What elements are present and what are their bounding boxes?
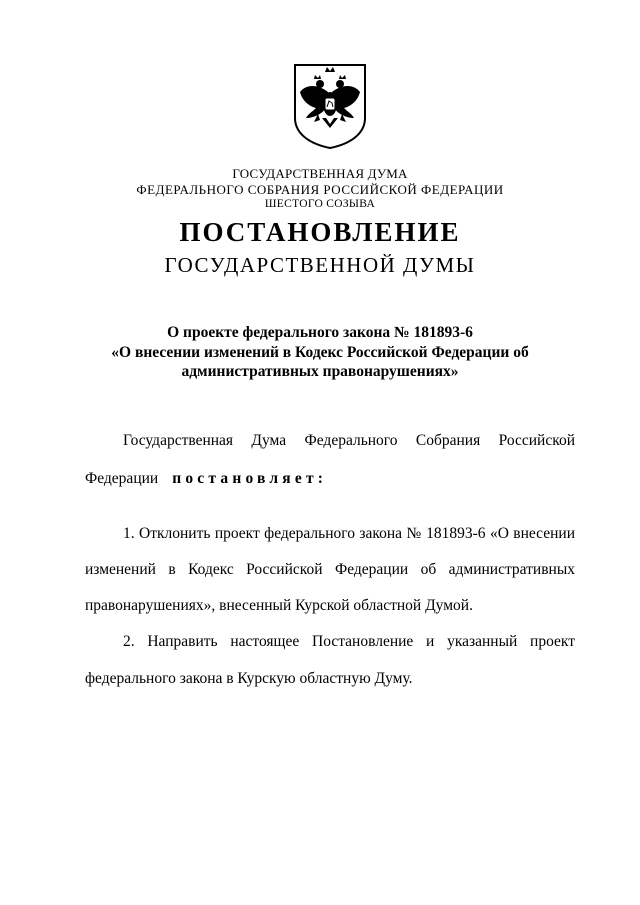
document-type-title: ПОСТАНОВЛЕНИЕ (179, 217, 461, 247)
item-1-line-2: изменений в Кодекс Российской Федерации об административных (85, 561, 575, 578)
intro-text: Федерации (85, 470, 159, 487)
org-name-line-2: ФЕДЕРАЛЬНОГО СОБРАНИЯ РОССИЙСКОЙ ФЕДЕРАЦИИ (136, 182, 504, 197)
item-2-line-1: 2. Направить настоящее Постановление и указанный проект (123, 633, 575, 650)
subject-line-1: О проекте федерального закона № 181893-6 (167, 324, 473, 341)
item-1-line-3: правонарушениях», внесенный Курской областной Думой. (85, 597, 473, 614)
item-2-line-2: федерального закона в Курскую областную Думу. (85, 670, 413, 687)
intro-line-1: Государственная Дума Федерального Собрания Российской (123, 432, 575, 449)
document-issuer-subtitle: ГОСУДАРСТВЕННОЙ ДУМЫ (164, 253, 476, 277)
item-1-line-1: 1. Отклонить проект федерального закона № 181893-6 «О внесении (123, 525, 575, 542)
subject-line-2: «О внесении изменений в Кодекс Российской Федерации об (111, 344, 529, 361)
convocation-label: ШЕСТОГО СОЗЫВА (264, 198, 376, 210)
org-name-line-1: ГОСУДАРСТВЕННАЯ ДУМА (232, 166, 408, 181)
subject-line-3: административных правонарушениях» (181, 363, 459, 380)
intro-line-2 (85, 470, 575, 488)
russian-coat-of-arms-icon (292, 62, 368, 150)
resolution-verb: постановляет: (172, 470, 328, 487)
